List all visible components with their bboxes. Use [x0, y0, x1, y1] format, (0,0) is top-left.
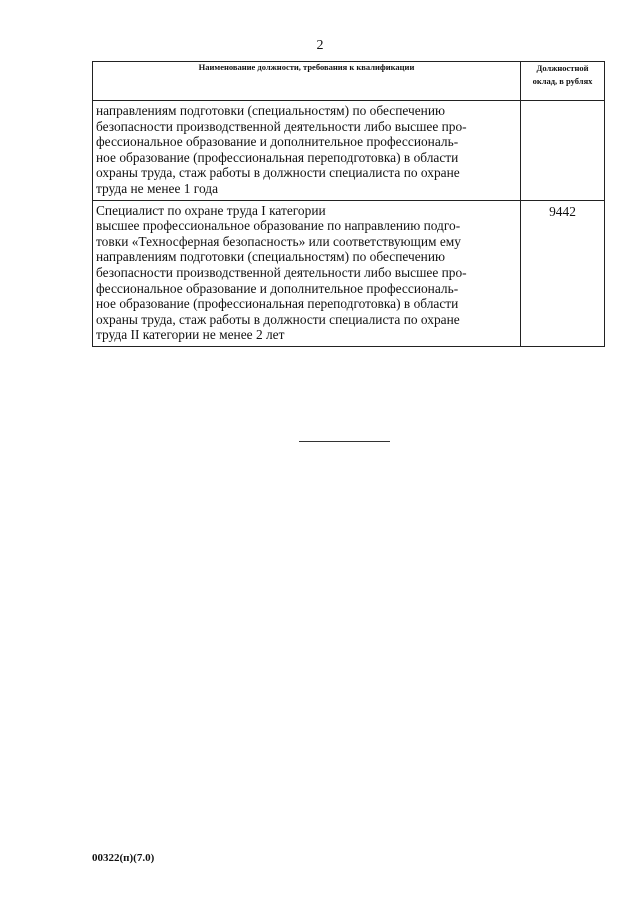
header-salary-line1: Должностной: [536, 63, 589, 73]
table-row: [93, 200, 605, 346]
text-line: охраны труда, стаж работы в должности специалиста по охране: [96, 165, 460, 181]
text-line: труда II категории не менее 2 лет: [96, 327, 285, 343]
row-2-salary: 9442: [521, 200, 605, 346]
end-divider: [299, 441, 390, 442]
text-line: охраны труда, стаж работы в должности специалиста по охране: [96, 311, 460, 327]
page-number: 2: [316, 38, 324, 53]
text-line: товки «Техносферная безопасность» или соответствующим ему: [96, 233, 461, 249]
text-line: труда не менее 1 года: [96, 180, 219, 196]
text-line: фессиональное образование и дополнительное профессиональ-: [96, 134, 459, 150]
document-code: 00322(п)(7.0): [92, 852, 155, 864]
text-line: направлениям подготовки (специальностям) по обеспечению: [96, 103, 445, 118]
text-line: фессиональное образование и дополнительное профессиональ-: [96, 280, 459, 296]
text-line: высшее профессиональное образование по направлению подго-: [96, 218, 461, 234]
header-salary-line2: оклад, в рублях: [532, 76, 593, 86]
text-line: ное образование (профессиональная переподготовка) в области: [96, 149, 459, 165]
row-1-text: [93, 101, 521, 201]
table-header-row: [93, 62, 605, 101]
text-line: направлениям подготовки (специальностям) по обеспечению: [96, 249, 445, 265]
row-1-salary: [521, 101, 605, 201]
text-line: Специалист по охране труда I категории: [96, 202, 326, 218]
text-line: ное образование (профессиональная переподготовка) в области: [96, 296, 459, 312]
text-line: безопасности производственной деятельности либо высшее про-: [96, 264, 467, 280]
qualification-table: [92, 61, 605, 347]
header-salary: [521, 62, 605, 101]
table-row: [93, 101, 605, 201]
text-line: безопасности производственной деятельности либо высшее про-: [96, 118, 467, 134]
row-2-text: [93, 200, 521, 346]
header-position-name: Наименование должности, требования к квалификации: [93, 62, 521, 101]
